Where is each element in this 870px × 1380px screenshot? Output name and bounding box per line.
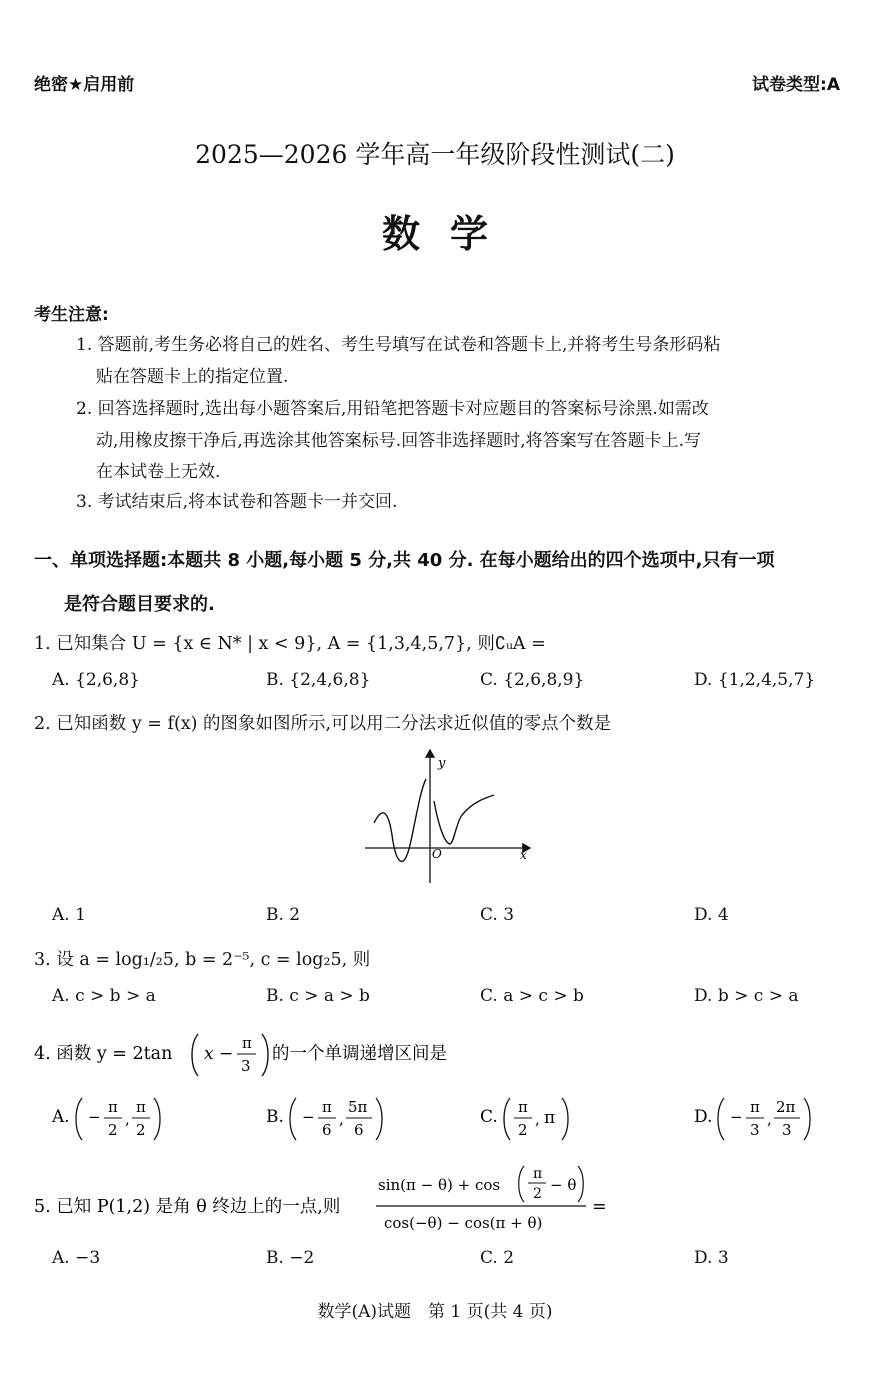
question-4-stem — [30, 1026, 490, 1080]
q5-num-frac-num: π — [533, 1166, 543, 1182]
q5-option-d: D. 3 — [694, 1248, 729, 1268]
notice-heading: 考生注意: — [34, 305, 109, 325]
q1-option-b: B. {2,4,6,8} — [266, 670, 371, 690]
q4-option-d — [690, 1092, 860, 1144]
q4-option-a — [48, 1092, 248, 1144]
question-5-stem — [30, 1160, 630, 1236]
q1-option-c: C. {2,6,8,9} — [480, 670, 585, 690]
q4-option-c — [476, 1092, 676, 1144]
section-heading-cont: 是符合题目要求的. — [64, 594, 215, 615]
paper-type-label: 试卷类型:A — [752, 75, 840, 95]
svg-text:5π: 5π — [348, 1098, 368, 1116]
svg-text:π: π — [322, 1098, 332, 1116]
curve-right — [434, 795, 494, 844]
notice-line: 2. 回答选择题时,选出每小题答案后,用铅笔把答题卡对应题目的答案标号涂黑.如需改 — [76, 399, 709, 419]
section-heading: 一、单项选择题:本题共 8 小题,每小题 5 分,共 40 分. 在每小题给出的四个选项中,只有一项 — [34, 550, 775, 571]
q1-option-d: D. {1,2,4,5,7} — [694, 670, 816, 690]
q3-option-d: D. b > c > a — [694, 986, 799, 1006]
svg-text:,: , — [125, 1110, 130, 1128]
question-1-stem: 1. 已知集合 U = {x ∈ N* | x < 9}, A = {1,3,4,5,7}, 则∁ᵤA = — [34, 634, 546, 654]
q4-left-paren — [192, 1034, 198, 1076]
q4-stem-prefix: 4. 函数 y = 2tan — [34, 1044, 173, 1064]
svg-text:2π: 2π — [776, 1098, 796, 1116]
q5-numerator-a: sin(π − θ) + cos — [378, 1176, 501, 1194]
q4-option-b — [262, 1092, 462, 1144]
q5-stem-suffix: = — [592, 1197, 607, 1217]
q5-option-c: C. 2 — [480, 1248, 515, 1268]
svg-text:2: 2 — [136, 1121, 146, 1139]
q5-option-a: A. −3 — [52, 1248, 101, 1268]
svg-text:π: π — [750, 1098, 760, 1116]
q5-num-frac-den: 2 — [533, 1186, 542, 1202]
notice-line: 在本试卷上无效. — [96, 462, 221, 482]
q4-frac-den: 3 — [241, 1057, 251, 1075]
x-label: x — [520, 848, 527, 862]
q5-numerator-b: − θ — [550, 1176, 577, 1194]
svg-text:−: − — [88, 1108, 101, 1126]
svg-text:C.: C. — [480, 1107, 498, 1127]
question-2-stem: 2. 已知函数 y = f(x) 的图象如图所示,可以用二分法求近似值的零点个数是 — [34, 714, 612, 734]
q4-frac-num: π — [242, 1034, 252, 1052]
notice-line: 动,用橡皮擦干净后,再选涂其他答案标号.回答非选择题时,将答案写在答题卡上.写 — [96, 431, 702, 451]
svg-text:A.: A. — [52, 1107, 70, 1127]
q3-option-b: B. c > a > b — [266, 986, 370, 1006]
q2-option-a: A. 1 — [52, 905, 86, 925]
q2-option-d: D. 4 — [694, 905, 729, 925]
svg-text:−: − — [302, 1108, 315, 1126]
q4-stem-inner: x − — [204, 1044, 234, 1064]
confidentiality-label: 绝密★启用前 — [34, 75, 135, 95]
notice-line: 3. 考试结束后,将本试卷和答题卡一并交回. — [76, 492, 398, 512]
q4-stem-suffix: 的一个单调递增区间是 — [272, 1044, 447, 1064]
svg-text:2: 2 — [108, 1121, 118, 1139]
svg-text:π: π — [544, 1108, 556, 1128]
svg-text:π: π — [518, 1098, 528, 1116]
question-3-stem: 3. 设 a = log₁/₂5, b = 2⁻⁵, c = log₂5, 则 — [34, 950, 371, 970]
q5-stem-prefix: 5. 已知 P(1,2) 是角 θ 终边上的一点,则 — [34, 1197, 341, 1217]
svg-text:2: 2 — [518, 1121, 528, 1139]
svg-text:π: π — [108, 1098, 118, 1116]
function-graph-figure — [360, 745, 540, 890]
q3-option-a: A. c > b > a — [52, 986, 156, 1006]
svg-text:B.: B. — [266, 1107, 284, 1127]
q5-option-b: B. −2 — [266, 1248, 315, 1268]
q3-option-c: C. a > c > b — [480, 986, 584, 1006]
svg-text:6: 6 — [322, 1121, 332, 1139]
svg-text:3: 3 — [750, 1121, 760, 1139]
svg-text:−: − — [730, 1108, 743, 1126]
svg-text:6: 6 — [354, 1121, 364, 1139]
svg-text:3: 3 — [782, 1121, 792, 1139]
exam-title: 2025—2026 学年高一年级阶段性测试(二) — [195, 140, 675, 169]
svg-text:,: , — [767, 1110, 772, 1128]
y-label: y — [438, 756, 446, 771]
curve-left — [374, 779, 426, 861]
q2-option-b: B. 2 — [266, 905, 301, 925]
q2-option-c: C. 3 — [480, 905, 515, 925]
svg-text:D.: D. — [694, 1107, 713, 1127]
notice-line: 贴在答题卡上的指定位置. — [96, 367, 289, 387]
q1-option-a: A. {2,6,8} — [52, 670, 140, 690]
page-footer: 数学(A)试题 第 1 页(共 4 页) — [317, 1302, 553, 1322]
notice-line: 1. 答题前,考生务必将自己的姓名、考生号填写在试卷和答题卡上,并将考生号条形码粘 — [76, 335, 721, 355]
q4-right-paren — [262, 1034, 268, 1076]
svg-text:,: , — [535, 1110, 540, 1128]
svg-text:π: π — [136, 1098, 146, 1116]
q5-denominator: cos(−θ) − cos(π + θ) — [384, 1214, 543, 1232]
svg-text:,: , — [339, 1110, 344, 1128]
origin-label: O — [432, 847, 442, 861]
subject-title: 数学 — [381, 212, 518, 256]
